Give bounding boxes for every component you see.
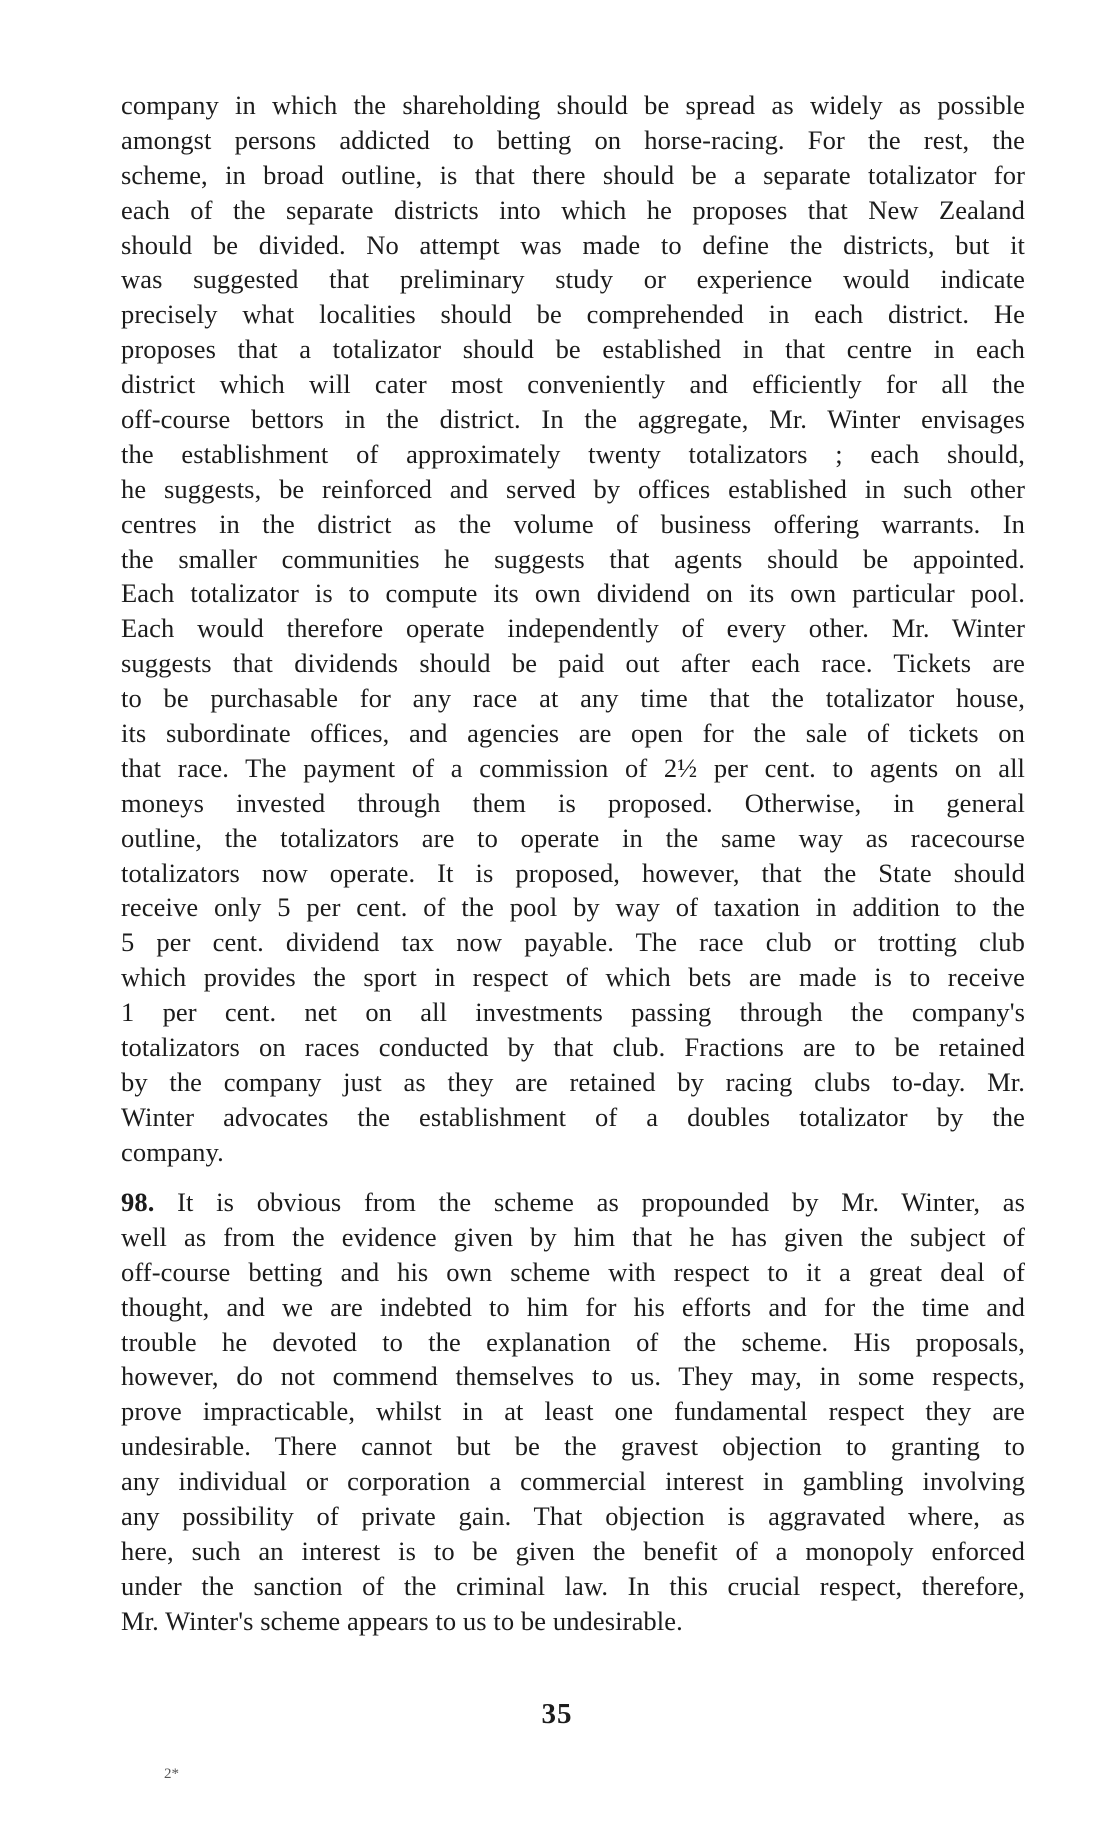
text-line: 1 per cent. net on all investments passing through the company's [121, 997, 1025, 1028]
text-line: receive only 5 per cent. of the pool by way of taxation in addition to the [121, 892, 1025, 923]
paragraph-first-line [121, 1185, 1025, 1220]
text-line: Each would therefore operate independently of every other. Mr. Winter [121, 613, 1025, 644]
text-line: totalizators on races conducted by that club. Fractions are to be retained [121, 1032, 1025, 1063]
text-line: centres in the district as the volume of business offering warrants. In [121, 508, 1025, 539]
text-line: under the sanction of the criminal law. In this crucial respect, therefore, [121, 1570, 1025, 1601]
text-line: well as from the evidence given by him that he has given the subject of [121, 1221, 1025, 1252]
text-line: he suggests, be reinforced and served by offices established in such other [121, 473, 1025, 504]
text-line: the establishment of approximately twenty totalizators ; each should, [121, 438, 1025, 469]
text-line: its subordinate offices, and agencies are open for the sale of tickets on [121, 718, 1025, 749]
text-line: prove impracticable, whilst in at least one fundamental respect they are [121, 1396, 1025, 1427]
text-line: off-course betting and his own scheme with respect to it a great deal of [121, 1256, 1025, 1287]
text-line: off-course bettors in the district. In the aggregate, Mr. Winter envisages [121, 404, 1025, 435]
text-line: which provides the sport in respect of which bets are made is to receive [121, 962, 1025, 993]
text-line: however, do not commend themselves to us. They may, in some respects, [121, 1361, 1025, 1392]
text-line: scheme, in broad outline, is that there should be a separate totalizator for [121, 159, 1025, 190]
paragraph-first-line-text: It is obvious from the scheme as propounded by Mr. Winter, as [177, 1187, 1025, 1217]
text-line: amongst persons addicted to betting on horse-racing. For the rest, the [121, 124, 1025, 155]
text-line: trouble he devoted to the explanation of the scheme. His proposals, [121, 1326, 1025, 1357]
paragraph-98-lines [121, 1220, 1025, 1639]
text-line: outline, the totalizators are to operate in the same way as racecourse [121, 822, 1025, 853]
text-line: any individual or corporation a commercial interest in gambling involving [121, 1466, 1025, 1497]
text-line: totalizators now operate. It is proposed, however, that the State should [121, 857, 1025, 888]
text-line: company in which the shareholding should be spread as widely as possible [121, 90, 1025, 120]
text-line: was suggested that preliminary study or experience would indicate [121, 264, 1025, 295]
text-line: district which will cater most conveniently and efficiently for all the [121, 369, 1025, 400]
text-line: should be divided. No attempt was made to define the districts, but it [121, 229, 1025, 260]
text-line: precisely what localities should be comprehended in each district. He [121, 299, 1025, 330]
text-line: that race. The payment of a commission of 2½ per cent. to agents on all [121, 752, 1025, 783]
text-line: here, such an interest is to be given the benefit of a monopoly enforced [121, 1535, 1025, 1566]
text-line: any possibility of private gain. That objection is aggravated where, as [121, 1501, 1025, 1532]
text-line: Each totalizator is to compute its own dividend on its own particular pool. [121, 578, 1025, 609]
paragraph-continued [121, 88, 1025, 1170]
text-line: each of the separate districts into which he proposes that New Zealand [121, 194, 1025, 225]
text-line: 5 per cent. dividend tax now payable. The race club or trotting club [121, 927, 1025, 958]
text-line: company. [121, 1136, 224, 1167]
text-line: undesirable. There cannot but be the gravest objection to granting to [121, 1431, 1025, 1462]
text-line: the smaller communities he suggests that agents should be appointed. [121, 543, 1025, 574]
printer-signature-mark: 2* [164, 1766, 179, 1782]
paragraph-number: 98. [121, 1187, 155, 1217]
page-number: 35 [541, 1698, 573, 1730]
text-line: suggests that dividends should be paid out after each race. Tickets are [121, 648, 1025, 679]
text-line: Winter advocates the establishment of a doubles totalizator by the [121, 1101, 1025, 1132]
text-line: proposes that a totalizator should be established in that centre in each [121, 334, 1025, 365]
paragraph-98 [121, 1185, 1025, 1639]
text-line: to be purchasable for any race at any time that the totalizator house, [121, 683, 1025, 714]
text-line: Mr. Winter's scheme appears to us to be undesirable. [121, 1605, 683, 1636]
text-line: moneys invested through them is proposed. Otherwise, in general [121, 787, 1025, 818]
text-line: by the company just as they are retained by racing clubs to-day. Mr. [121, 1066, 1025, 1097]
text-line: thought, and we are indebted to him for his efforts and for the time and [121, 1291, 1025, 1322]
